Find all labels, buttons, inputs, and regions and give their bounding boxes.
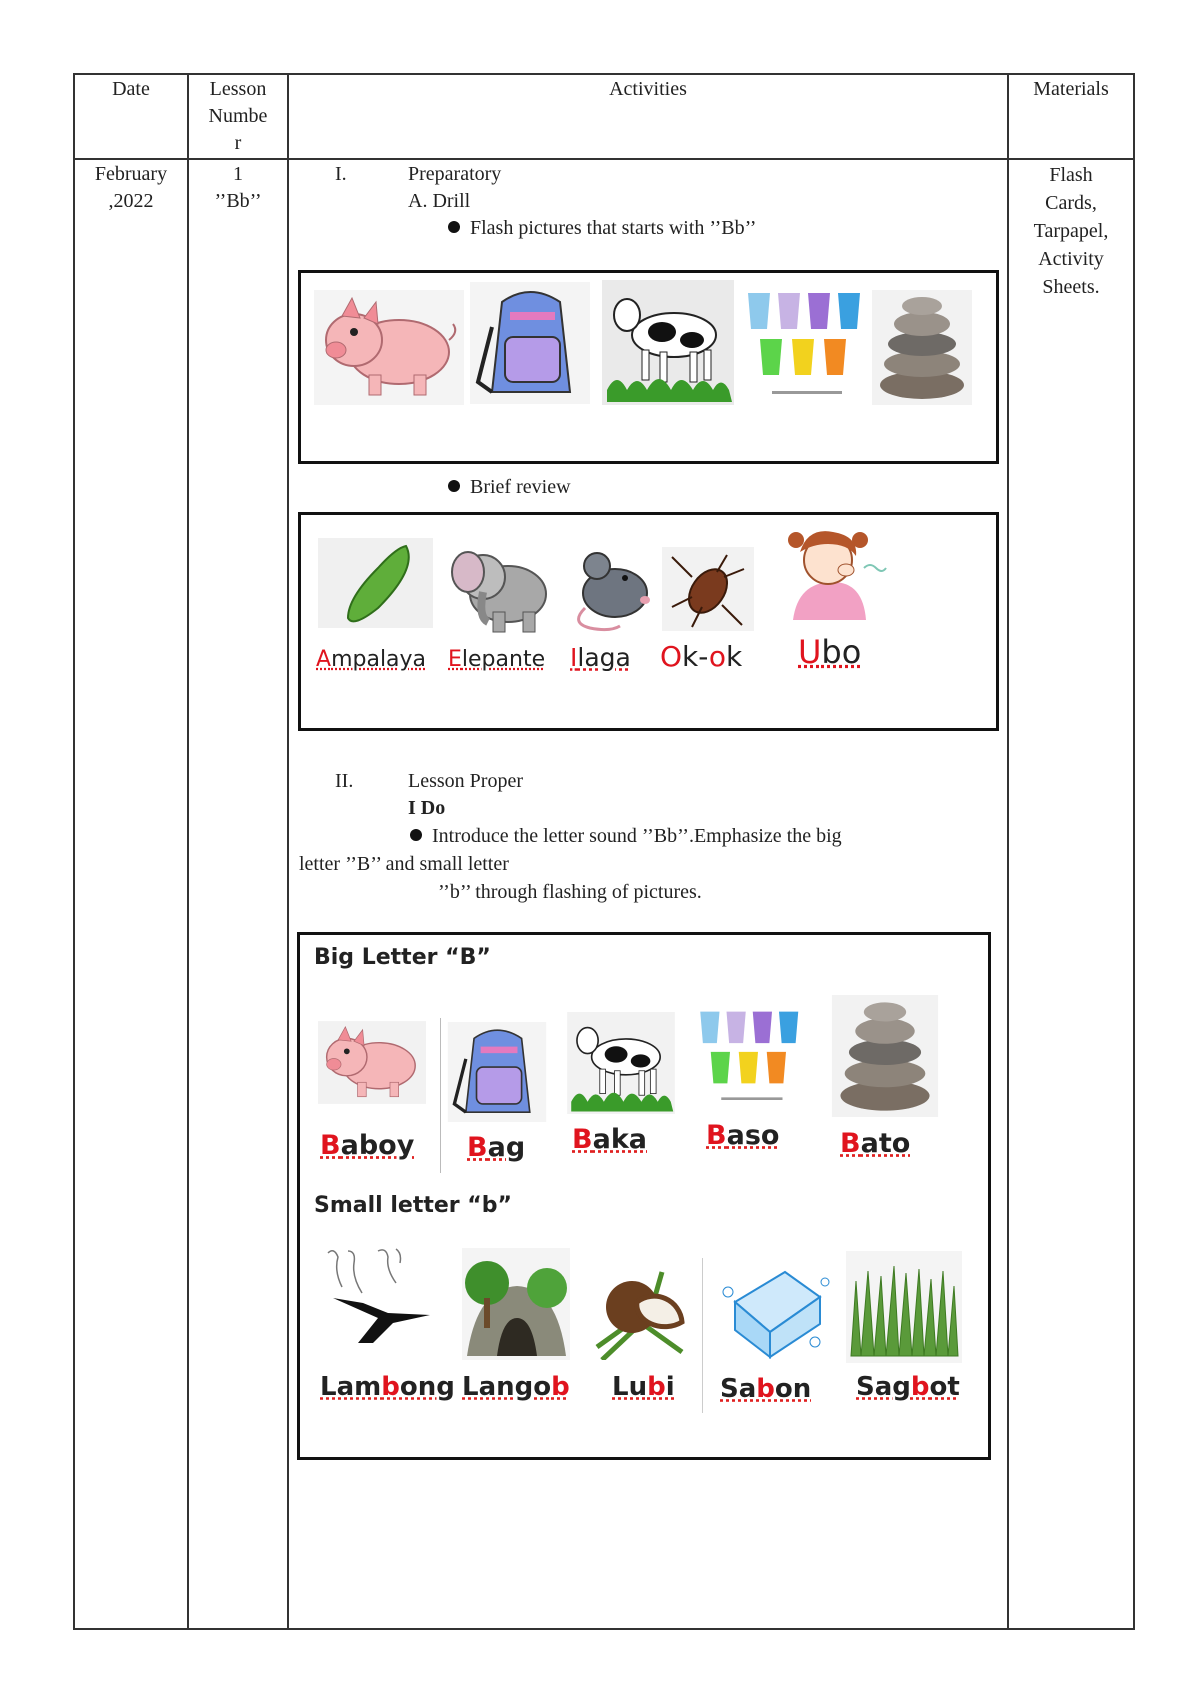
material-5: Sheets. — [1042, 276, 1100, 298]
review-word-elepante — [448, 647, 545, 672]
word-rest: bo — [821, 633, 862, 671]
small-letter-title: Small letter “b” — [314, 1193, 512, 1218]
word-rest: ato — [860, 1128, 911, 1159]
lesson-bullet-line1 — [410, 823, 842, 850]
drill-bullet — [448, 215, 756, 242]
grass-icon — [846, 1251, 962, 1363]
row-lesson-number — [189, 161, 287, 215]
big-word-baso — [706, 1120, 779, 1151]
review-bullet-text: Brief review — [470, 476, 571, 498]
review-word-okok — [660, 640, 742, 673]
material-4: Activity — [1038, 248, 1104, 270]
red-letter: E — [448, 647, 462, 672]
material-1: Flash — [1049, 164, 1093, 186]
red-letter: B — [467, 1132, 488, 1163]
lesson-num: 1 — [233, 163, 243, 185]
cave-icon — [462, 1248, 570, 1360]
lesson-proper-title: Lesson Proper — [408, 770, 523, 792]
small-word-langob — [462, 1372, 570, 1402]
i-do-label: I Do — [408, 797, 446, 819]
drill-subtitle: A. Drill — [408, 190, 471, 212]
word-rest: ag — [487, 1132, 526, 1163]
word-rest: aka — [592, 1124, 647, 1155]
preparatory-title: Preparatory — [408, 163, 502, 185]
cups-icon — [742, 287, 870, 405]
red-letter: B — [840, 1128, 861, 1159]
red-letter: b — [910, 1372, 930, 1402]
word-part: Lam — [320, 1372, 382, 1402]
big-word-baboy — [320, 1130, 414, 1161]
red-letter: b — [551, 1372, 570, 1402]
drill-bullet-text: Flash pictures that starts with ’’Bb’’ — [470, 217, 757, 239]
cups-icon — [695, 1004, 807, 1112]
red-letter: U — [798, 633, 822, 671]
small-word-sagbot — [856, 1372, 960, 1402]
coconut-icon — [592, 1262, 688, 1360]
table-bottom-border — [73, 1628, 1135, 1630]
red-letter: B — [572, 1124, 593, 1155]
date-line2: ,2022 — [108, 190, 154, 212]
column-separator — [440, 1018, 441, 1173]
red-letter: A — [316, 647, 332, 672]
big-word-baka — [572, 1124, 647, 1155]
small-word-sabon — [720, 1374, 811, 1404]
bullet-icon — [448, 221, 460, 233]
review-word-ubo — [798, 633, 861, 671]
red-letter: B — [706, 1120, 727, 1151]
word-part: ong — [399, 1372, 455, 1402]
word-part: Sag — [856, 1372, 911, 1402]
review-bullet — [448, 474, 571, 501]
shadow-icon — [318, 1243, 440, 1351]
red-letter: O — [660, 640, 683, 673]
word-rest: k- — [682, 640, 709, 673]
word-rest: lepante — [461, 647, 546, 672]
column-divider-1 — [187, 73, 189, 1630]
stones-icon — [826, 995, 944, 1117]
small-word-lubi — [612, 1372, 675, 1402]
header-lesson-number — [189, 76, 287, 157]
word-part: Lango — [462, 1372, 552, 1402]
red-letter: b — [647, 1372, 666, 1402]
mouse-icon — [565, 548, 655, 633]
row-date — [75, 161, 187, 215]
table-left-border — [73, 73, 75, 1630]
lesson-bullet-line3: ’’b’’ through flashing of pictures. — [438, 881, 702, 903]
red-letter: I — [570, 643, 578, 672]
big-word-bag — [467, 1132, 525, 1163]
word-rest: k — [726, 640, 743, 673]
big-word-bato — [840, 1128, 910, 1159]
date-line1: February — [94, 163, 168, 185]
word-part: on — [774, 1374, 812, 1404]
ampalaya-icon — [318, 538, 433, 628]
word-part: Sa — [720, 1374, 757, 1404]
stones-icon — [872, 290, 972, 405]
word-part: Lu — [612, 1372, 648, 1402]
header-activities: Activities — [609, 78, 687, 100]
material-3: Tarpapel, — [1033, 220, 1109, 242]
column-divider-2 — [287, 73, 289, 1630]
header-lesson-line1: Lesson — [209, 78, 267, 100]
lesson-bullet-line2: letter ’’B’’ and small letter — [299, 853, 509, 875]
review-word-ilaga — [570, 643, 631, 672]
word-rest: aboy — [340, 1130, 415, 1161]
cow-icon — [602, 280, 734, 405]
cockroach-icon — [662, 547, 754, 631]
lesson-letter: ’’Bb’’ — [214, 190, 262, 212]
material-2: Cards, — [1045, 192, 1097, 214]
red-letter: B — [320, 1130, 341, 1161]
backpack-icon — [470, 282, 590, 404]
header-date: Date — [112, 78, 150, 100]
row-materials — [1009, 161, 1133, 301]
preparatory-numeral: I. — [335, 163, 347, 185]
header-lesson-line2: Numbe — [208, 105, 268, 127]
small-word-lambong — [320, 1372, 455, 1402]
cow-icon — [565, 1012, 677, 1114]
big-letter-title: Big Letter “B” — [314, 945, 491, 970]
header-materials: Materials — [1033, 78, 1109, 100]
review-word-ampalaya — [316, 647, 426, 672]
red-letter: b — [756, 1374, 775, 1404]
pig-icon — [318, 1010, 426, 1115]
red-letter: o — [708, 640, 727, 673]
header-lesson-line3: r — [234, 132, 242, 154]
soap-icon — [720, 1262, 832, 1366]
elephant-icon — [448, 542, 556, 636]
pig-icon — [314, 290, 464, 405]
word-rest: laga — [577, 643, 631, 672]
word-part: i — [665, 1372, 675, 1402]
column-divider-3 — [1007, 73, 1009, 1630]
word-rest: aso — [726, 1120, 780, 1151]
backpack-icon — [447, 1022, 547, 1122]
column-separator — [702, 1258, 703, 1413]
red-letter: b — [381, 1372, 400, 1402]
word-rest: mpalaya — [331, 647, 427, 672]
table-header-divider — [73, 158, 1135, 160]
coughing-girl-icon — [778, 522, 888, 620]
bullet-icon — [410, 829, 422, 841]
table-top-border — [73, 73, 1135, 75]
table-right-border — [1133, 73, 1135, 1630]
lesson-proper-numeral: II. — [335, 770, 354, 792]
lesson-bullet-text1: Introduce the letter sound ’’Bb’’.Emphasize the big — [432, 825, 842, 847]
word-part: ot — [929, 1372, 960, 1402]
bullet-icon — [448, 480, 460, 492]
